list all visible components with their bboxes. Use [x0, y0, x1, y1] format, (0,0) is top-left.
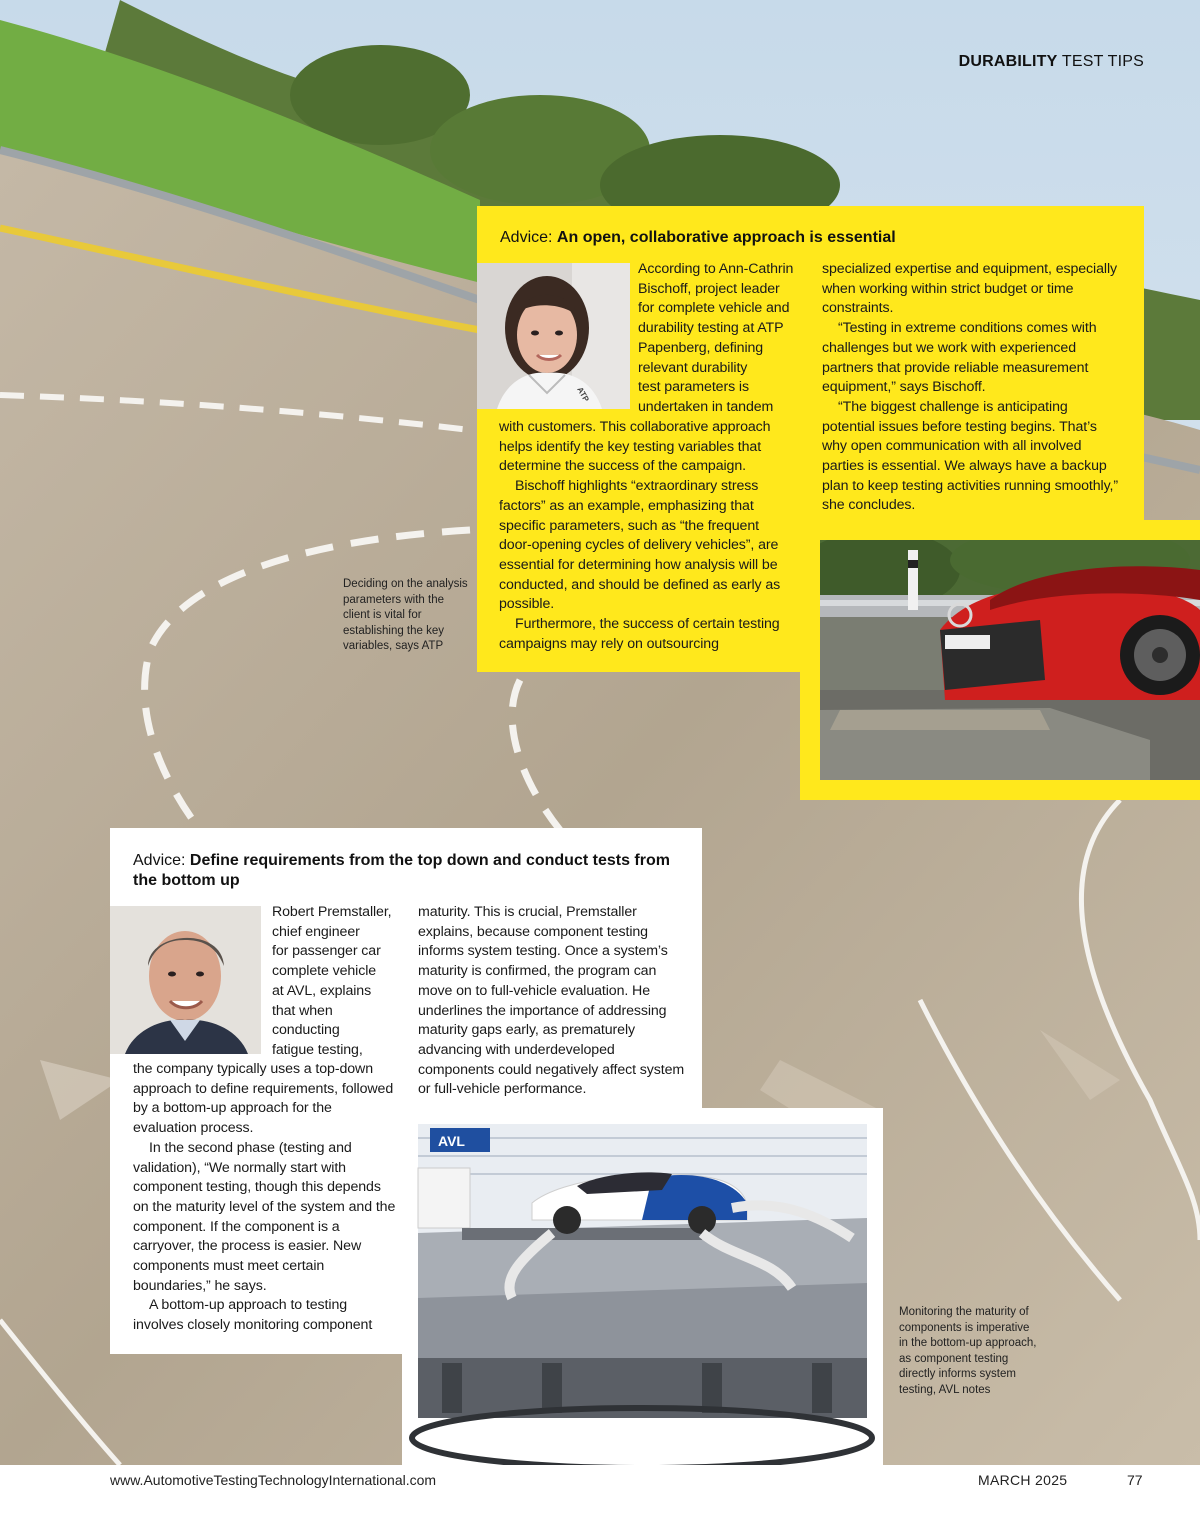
wrap-line: Papenberg, defining — [638, 339, 764, 356]
wrap-line: fatigue testing, — [272, 1041, 363, 1058]
advice-title: An open, collaborative approach is essential — [556, 229, 896, 246]
wrap-line: relevant durability — [638, 359, 748, 376]
wrap-line: conducting — [272, 1022, 340, 1039]
caption-atp: Deciding on the analysis parameters with the client is vital for establishing the key variables, says ATP — [343, 578, 468, 652]
advice-title: Define requirements from the top down and conduct tests from the bottom up — [133, 852, 670, 889]
wrap-line: chief engineer — [272, 923, 360, 940]
wrap-line: that when — [272, 1002, 333, 1019]
avl-column-2 — [418, 903, 686, 1100]
wrap-line: at AVL, explains — [272, 982, 372, 999]
section-tag — [959, 53, 1144, 71]
atp-paragraph-4: specialized expertise and equipment, especially when working within strict budget or time constraints. — [822, 261, 1117, 317]
advice-heading-avl — [133, 851, 683, 891]
avl-column-1 — [133, 1060, 398, 1336]
wrap-line: undertaken in tandem — [638, 398, 774, 415]
atp-paragraph-5: “Testing in extreme conditions comes with challenges but we work with experienced partners that provide reliable measurement equipment,” says Bischoff. — [822, 320, 1097, 396]
advice-heading-atp — [500, 228, 1120, 248]
footer-date: MARCH 2025 — [978, 1472, 1068, 1488]
section-tag-bold: DURABILITY — [958, 53, 1058, 70]
avl-wrap-lines — [272, 903, 407, 1061]
atp-column-2 — [822, 260, 1122, 516]
avl-paragraph-2: In the second phase (testing and validation), “We normally start with component testing, though this depends on the maturity level of the system and the component. If the component is a carryover, the process is easier. New components must meet certain boundaries,” he says. — [133, 1139, 396, 1294]
section-tag-regular: TEST TIPS — [1057, 53, 1144, 70]
avl-test-rig-photo — [402, 1108, 883, 1465]
avl-paragraph-1: the company typically uses a top-down approach to define requirements, followed by a bottom-up approach for the evaluation process. — [133, 1061, 394, 1137]
advice-label: Advice: — [133, 852, 190, 869]
avl-logo: AVL — [438, 1133, 465, 1149]
advice-label: Advice: — [500, 229, 557, 246]
wrap-line: complete vehicle — [272, 963, 377, 980]
avl-paragraph-3: A bottom-up approach to testing involves closely monitoring component — [133, 1297, 373, 1334]
wrap-line: for passenger car — [272, 943, 381, 960]
portrait-badge: ATP — [575, 385, 591, 404]
atp-paragraph-2: Bischoff highlights “extraordinary stress factors” as an example, emphasizing that specific parameters, such as “the frequent door-opening cycles of delivery vehicles”, are essential for determining how analysis will be conducted, and should be defined as early as possible. — [499, 478, 781, 613]
caption-avl: Monitoring the maturity of components is imperative in the bottom-up approach, as component testing directly informs system testing, AVL notes — [899, 1306, 1037, 1396]
red-car-photo — [820, 540, 1200, 780]
wrap-line: Robert Premstaller, — [272, 904, 392, 920]
atp-paragraph-6: “The biggest challenge is anticipating potential issues before testing begins. That’s why open communication with all involved parties is essential. We always have a backup plan to keep testing activities running smoothly,” she concludes. — [822, 398, 1118, 514]
footer-url: www.AutomotiveTestingTechnologyInternational.com — [110, 1472, 437, 1488]
atp-paragraph-3: Furthermore, the success of certain testing campaigns may rely on outsourcing — [499, 616, 780, 652]
wrap-line: Bischoff, project leader — [638, 280, 780, 297]
avl-paragraph-4: maturity. This is crucial, Premstaller explains, because component testing informs system testing. Once a system’s maturity is confirmed, the program can move on to full-vehicle evaluation. He underlines the importance of addressing maturity gaps early, as prematurely advancing with underdeveloped components could negatively affect system or full-vehicle performance. — [418, 904, 685, 1098]
wrap-line: test parameters is — [638, 379, 749, 396]
atp-wrap-lines — [638, 260, 808, 418]
page-number: 77 — [1127, 1472, 1143, 1488]
wrap-line: durability testing at ATP — [638, 320, 784, 337]
atp-column-1 — [499, 418, 789, 654]
portrait-robert-premstaller — [110, 906, 261, 1054]
wrap-line: According to Ann-Cathrin — [638, 261, 794, 277]
portrait-ann-cathrin-bischoff — [477, 263, 630, 409]
wrap-line: for complete vehicle and — [638, 300, 790, 317]
atp-paragraph-1: with customers. This collaborative approach helps identify the key testing variables that determine the success of the campaign. — [499, 419, 771, 475]
